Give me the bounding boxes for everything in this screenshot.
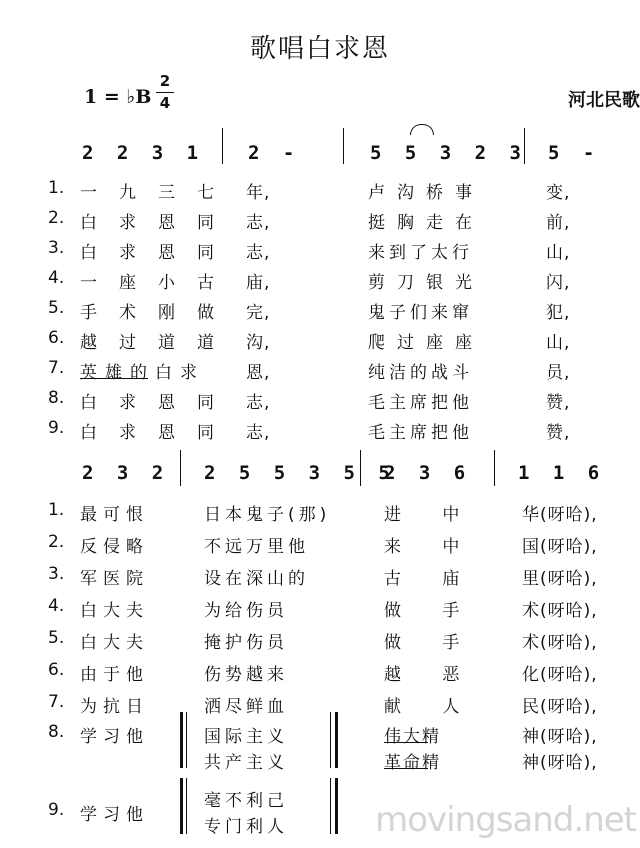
- watermark: movingsand.net: [375, 800, 636, 840]
- lyric-line: 员,: [546, 363, 571, 383]
- lyric-line: 一九三七: [80, 183, 236, 203]
- verse-number: 5.: [48, 628, 65, 648]
- lyric-line: 白求恩同: [80, 423, 236, 443]
- lyric-line: 剪刀银光: [368, 273, 484, 293]
- bar-line: [524, 128, 525, 164]
- lyric-line: 伤势越来: [204, 665, 288, 685]
- verse-number: 2.: [48, 532, 65, 552]
- lyric-line: 白求恩同: [80, 393, 236, 413]
- lyric-line: 反侵略: [80, 537, 149, 557]
- lyric-line: 年,: [246, 183, 271, 203]
- lyric-line: 毛主席把他: [368, 393, 473, 413]
- lyric-line: 神(呀哈),: [522, 753, 598, 773]
- slur-underline: [384, 768, 428, 769]
- meter-top: 2: [159, 72, 171, 90]
- measure-1: 2 2 3 1: [82, 142, 205, 164]
- verse-number: 9.: [48, 800, 65, 820]
- repeat-bracket: [180, 712, 183, 768]
- repeat-bracket: [180, 778, 183, 834]
- lyric-line: 变,: [546, 183, 571, 203]
- lyric-line: 共产主义: [204, 753, 288, 773]
- lyric-line: 白大夫: [80, 633, 149, 653]
- bar-line: [180, 450, 181, 486]
- lyric-line: 专门利人: [204, 817, 288, 837]
- verse-number: 1.: [48, 178, 65, 198]
- lyric-line: 日本鬼子(那): [204, 505, 331, 525]
- verse-number: 6.: [48, 660, 65, 680]
- lyric-line: 献 人: [384, 697, 478, 717]
- verse-number: 8.: [48, 388, 65, 408]
- verse-number: 9.: [48, 418, 65, 438]
- lyric-line: 伟大精: [384, 727, 441, 747]
- verse-number: 4.: [48, 268, 65, 288]
- measure-3: 5 5 3 2 3: [370, 142, 527, 164]
- lyric-line: 国(呀哈),: [522, 537, 598, 557]
- bar-line: [494, 450, 495, 486]
- lyric-line: 闪,: [546, 273, 571, 293]
- lyric-line: 学习他: [80, 727, 149, 747]
- lyric-line: 手术刚做: [80, 303, 236, 323]
- tie-arc: [410, 124, 434, 135]
- lyric-line: 一座小古: [80, 273, 236, 293]
- lyric-line: 爬过座座: [368, 333, 484, 353]
- lyric-line: 赞,: [546, 393, 571, 413]
- measure-8: 1 1 6: [518, 462, 606, 484]
- measure-4: 5 -: [548, 142, 601, 164]
- song-title: 歌唱白求恩: [249, 34, 390, 64]
- lyric-line: 越过道道: [80, 333, 236, 353]
- verse-number: 8.: [48, 722, 65, 742]
- song-source: 河北民歌: [568, 90, 640, 111]
- lyric-line: 赞,: [546, 423, 571, 443]
- lyric-line: 挺胸走在: [368, 213, 484, 233]
- measure-5: 2 3 2: [82, 462, 170, 484]
- verse-number: 7.: [48, 692, 65, 712]
- verse-number: 3.: [48, 564, 65, 584]
- lyric-line: 学习他: [80, 805, 149, 825]
- lyric-line: 军医院: [80, 569, 149, 589]
- lyric-line: 志,: [246, 243, 271, 263]
- lyric-line: 不远万里他: [204, 537, 309, 557]
- lyric-line: 做 手: [384, 601, 478, 621]
- measure-6: 2 5 5 3 5 5: [204, 462, 396, 484]
- repeat-bracket: [186, 712, 187, 768]
- lyric-line: 毫不利己: [204, 791, 288, 811]
- lyric-line: 卢沟桥事: [368, 183, 484, 203]
- lyric-line: 洒尽鲜血: [204, 697, 288, 717]
- measure-2: 2 -: [248, 142, 301, 164]
- lyric-line: 志,: [246, 423, 271, 443]
- key-signature: 1 = ♭B: [84, 86, 152, 108]
- lyric-line: 志,: [246, 393, 271, 413]
- repeat-bracket: [330, 778, 331, 834]
- lyric-line: 前,: [546, 213, 571, 233]
- lyric-line: 里(呀哈),: [522, 569, 598, 589]
- lyric-line: 掩护伤员: [204, 633, 288, 653]
- lyric-line: 英雄的白求: [80, 363, 205, 383]
- lyric-line: 白求恩同: [80, 243, 236, 263]
- repeat-bracket: [330, 712, 331, 768]
- repeat-bracket: [335, 778, 338, 834]
- verse-number: 1.: [48, 500, 65, 520]
- lyric-line: 鬼子们来窜: [368, 303, 473, 323]
- lyric-line: 华(呀哈),: [522, 505, 598, 525]
- lyric-line: 白大夫: [80, 601, 149, 621]
- lyric-line: 国际主义: [204, 727, 288, 747]
- lyric-line: 设在深山的: [204, 569, 309, 589]
- lyric-line: 由于他: [80, 665, 149, 685]
- lyric-line: 山,: [546, 333, 571, 353]
- lyric-line: 来 中: [384, 537, 478, 557]
- lyric-line: 白求恩同: [80, 213, 236, 233]
- bar-line: [343, 128, 344, 164]
- lyric-line: 术(呀哈),: [522, 633, 598, 653]
- lyric-line: 为抗日: [80, 697, 149, 717]
- lyric-line: 革命精: [384, 753, 441, 773]
- lyric-line: 犯,: [546, 303, 571, 323]
- lyric-line: 越 恶: [384, 665, 478, 685]
- lyric-line: 神(呀哈),: [522, 727, 598, 747]
- lyric-line: 民(呀哈),: [522, 697, 598, 717]
- lyric-line: 古 庙: [384, 569, 478, 589]
- bar-line: [360, 450, 361, 486]
- bar-line: [222, 128, 223, 164]
- lyric-line: 化(呀哈),: [522, 665, 598, 685]
- lyric-line: 沟,: [246, 333, 271, 353]
- lyric-line: 完,: [246, 303, 271, 323]
- lyric-line: 来到了太行: [368, 243, 473, 263]
- meter-bottom: 4: [159, 94, 171, 112]
- time-signature: [156, 72, 174, 113]
- lyric-line: 恩,: [246, 363, 271, 383]
- verse-number: 2.: [48, 208, 65, 228]
- lyric-line: 术(呀哈),: [522, 601, 598, 621]
- lyric-line: 进 中: [384, 505, 478, 525]
- slur-underline: [384, 742, 428, 743]
- lyric-line: 庙,: [246, 273, 271, 293]
- verse-number: 6.: [48, 328, 65, 348]
- verse-number: 3.: [48, 238, 65, 258]
- lyric-line: 山,: [546, 243, 571, 263]
- measure-7: 2 3 6: [384, 462, 472, 484]
- lyric-line: 纯洁的战斗: [368, 363, 473, 383]
- lyric-line: 做 手: [384, 633, 478, 653]
- repeat-bracket: [335, 712, 338, 768]
- lyric-line: 志,: [246, 213, 271, 233]
- verse-number: 5.: [48, 298, 65, 318]
- lyric-line: 毛主席把他: [368, 423, 473, 443]
- lyric-line: 为给伤员: [204, 601, 288, 621]
- verse-number: 7.: [48, 358, 65, 378]
- slur-underline: [80, 378, 148, 379]
- repeat-bracket: [186, 778, 187, 834]
- lyric-line: 最可恨: [80, 505, 149, 525]
- verse-number: 4.: [48, 596, 65, 616]
